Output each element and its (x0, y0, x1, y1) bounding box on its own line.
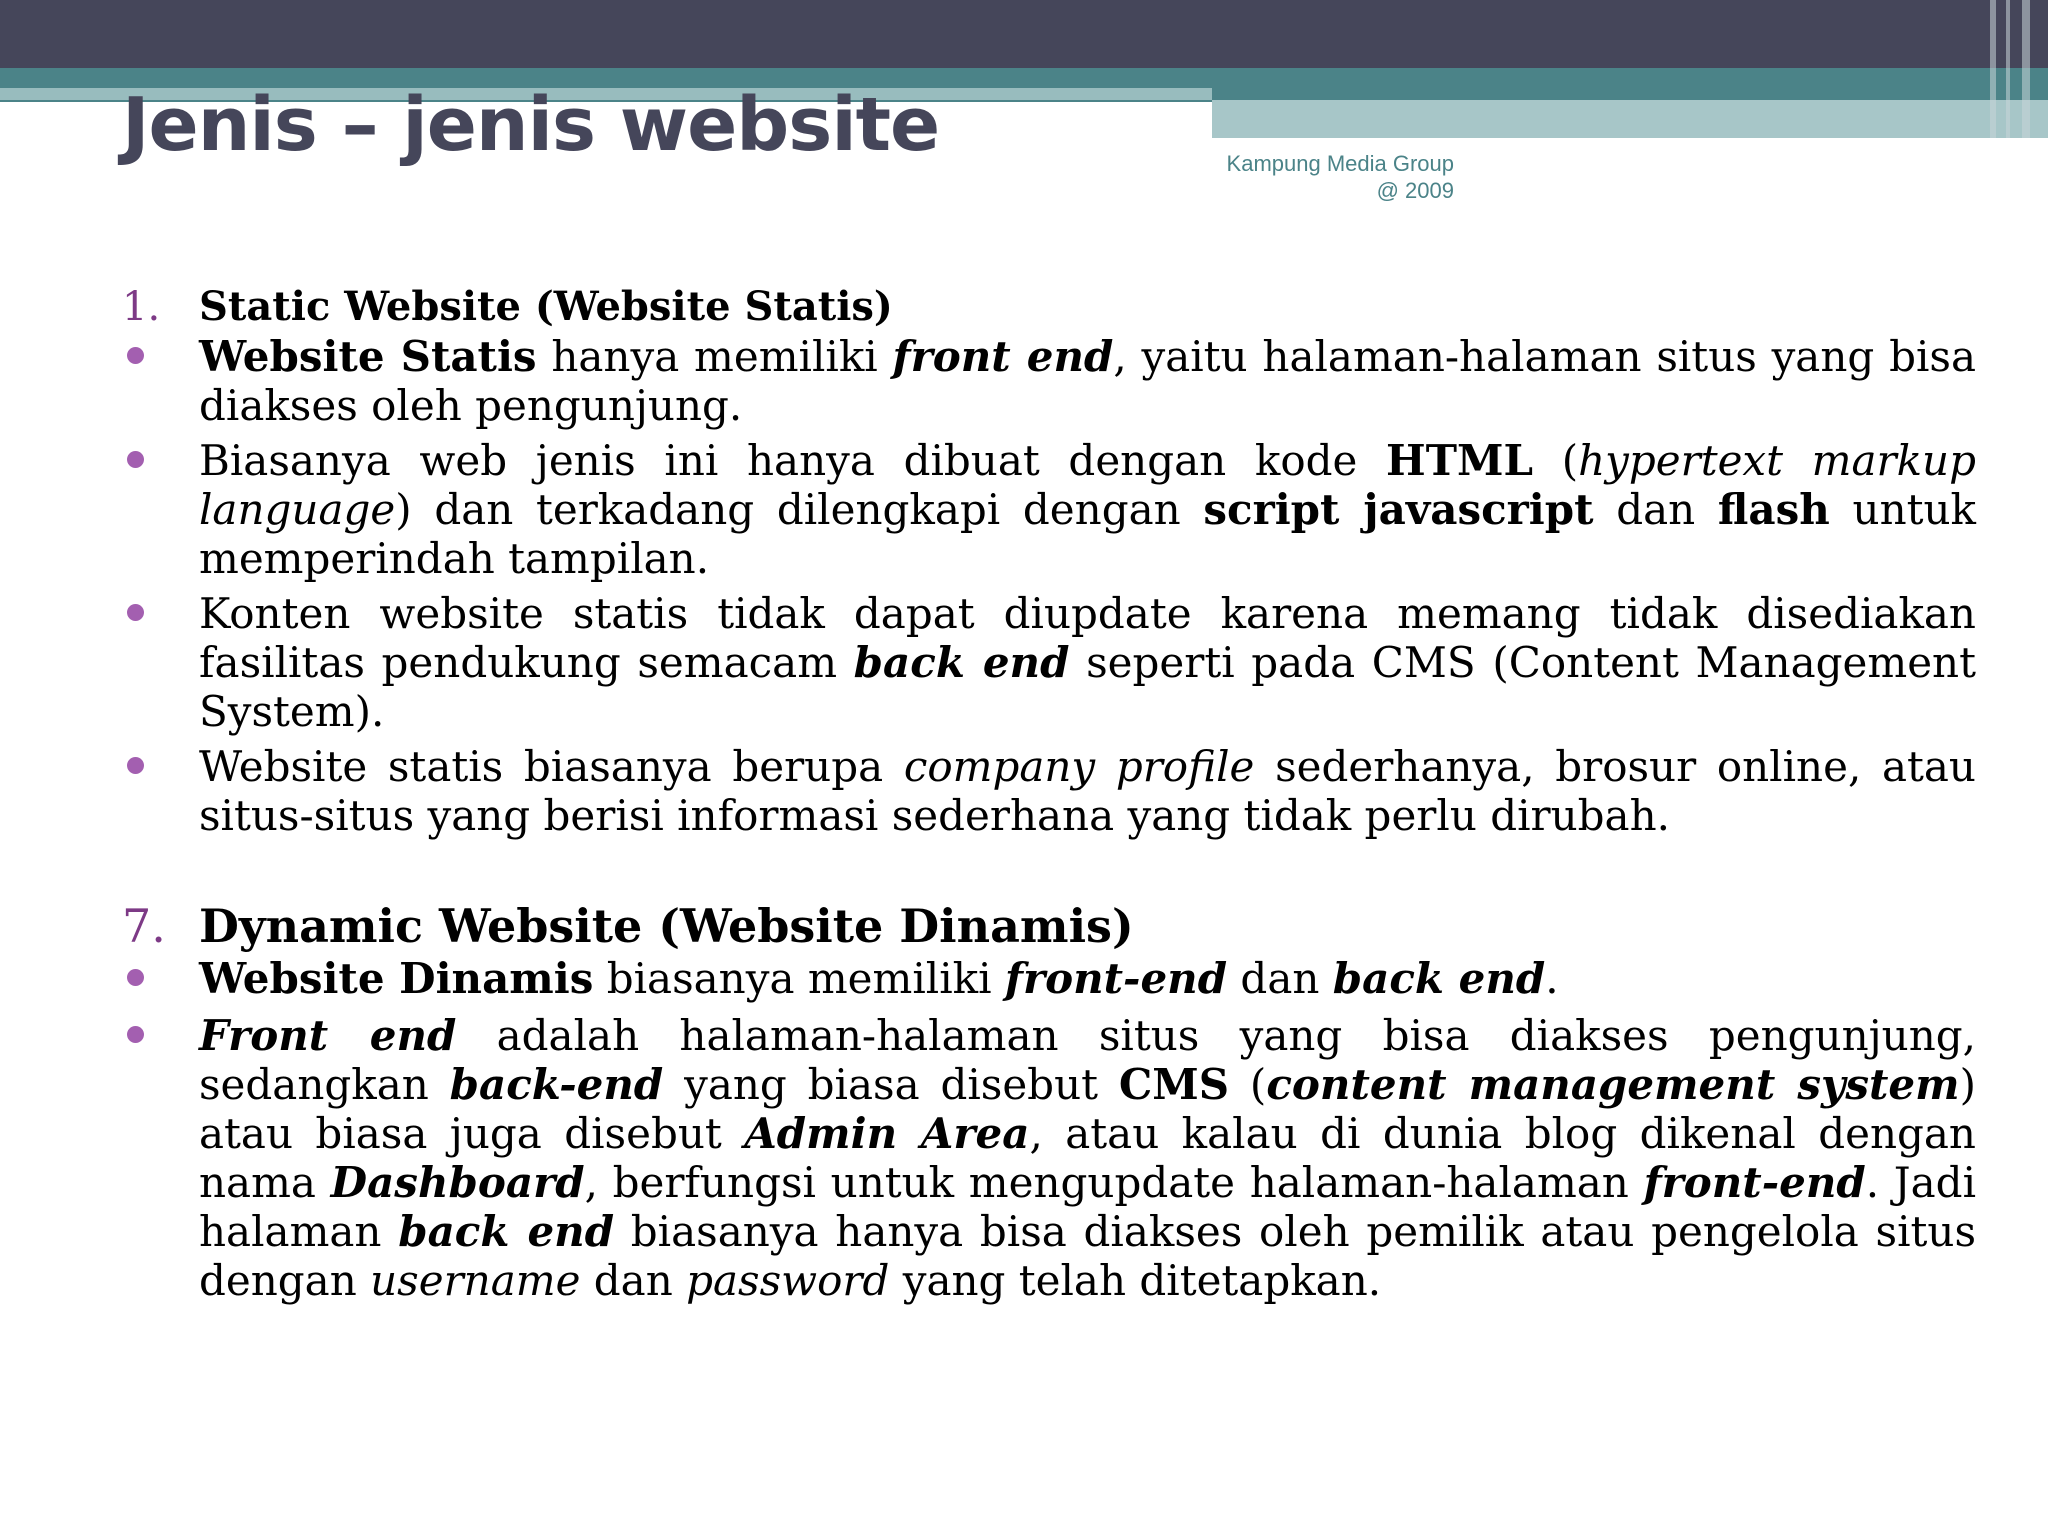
text: , yaitu halaman-halaman situs yang bisa diakses oleh pengunjung. (199, 332, 1976, 430)
text: , berfungsi untuk mengupdate halaman-halaman (584, 1158, 1644, 1207)
bold-italic-text: Dashboard (330, 1158, 585, 1207)
italic-text: hypertext markup language (199, 436, 1976, 534)
text: ( (1229, 1060, 1267, 1109)
text: untuk memperindah tampilan. (199, 485, 1976, 583)
header-band-light (1212, 100, 2048, 138)
section-number: 7. (122, 899, 166, 953)
text: ) atau biasa juga disebut (199, 1060, 1976, 1158)
text: biasanya hanya bisa diakses oleh pemilik atau pengelola situs dengan (199, 1207, 1976, 1305)
bold-italic-text: back-end (449, 1060, 664, 1109)
list-item (122, 1011, 1976, 1305)
bold-italic-text: Front end (199, 1011, 457, 1060)
credit-org: Kampung Media Group (1226, 151, 1454, 176)
text: ( (1533, 436, 1579, 485)
italic-text: company profile (903, 742, 1255, 791)
bold-italic-text: back end (853, 638, 1070, 687)
text: ) dan terkadang dilengkapi dengan (395, 485, 1204, 534)
text: hanya memiliki (536, 332, 893, 381)
bold-italic-text: content management system (1266, 1060, 1960, 1109)
decor-stripe (2006, 0, 2010, 138)
bold-text: flash (1717, 485, 1830, 534)
decor-stripe (1990, 0, 1996, 138)
slide-title: Jenis – jenis website (122, 82, 940, 168)
list-item (122, 332, 1976, 430)
bold-text: Website Statis (199, 332, 537, 381)
text: biasanya memiliki (593, 954, 1005, 1003)
text: Biasanya web jenis ini hanya dibuat dengan kode (199, 436, 1387, 485)
bold-text: Website Dinamis (199, 954, 594, 1003)
text: dan (580, 1256, 687, 1305)
italic-text: password (686, 1256, 890, 1305)
bold-italic-text: back end (1332, 954, 1546, 1003)
text: Website statis biasanya berupa (199, 742, 904, 791)
text: Konten website statis tidak dapat diupdate karena memang tidak disediakan fasilitas pendukung semacam (199, 589, 1976, 687)
text: , atau kalau di dunia blog dikenal dengan nama (199, 1109, 1976, 1207)
text: yang telah ditetapkan. (889, 1256, 1382, 1305)
slide-content (122, 282, 1976, 1305)
list-item (122, 742, 1976, 840)
text: . Jadi halaman (199, 1158, 1977, 1256)
bold-italic-text: front end (892, 332, 1114, 381)
bold-italic-text: back end (398, 1207, 615, 1256)
section-heading-static (122, 282, 1976, 332)
credit (1150, 150, 1454, 204)
text: yang biasa disebut (663, 1060, 1119, 1109)
bold-italic-text: Admin Area (744, 1109, 1030, 1158)
text: seperti pada CMS (Content Management System). (199, 638, 1976, 736)
bold-text: HTML (1386, 436, 1534, 485)
list-item (122, 436, 1976, 583)
credit-year: @ 2009 (1376, 178, 1454, 203)
section-heading-dynamic (122, 898, 1976, 954)
bold-italic-text: front-end (1004, 954, 1228, 1003)
text: dan (1227, 954, 1333, 1003)
list-item (122, 954, 1976, 1003)
text: dan (1593, 485, 1718, 534)
spacer (122, 840, 1976, 898)
header-bar (0, 0, 2048, 68)
list-item (122, 589, 1976, 736)
section-heading-text: Static Website (Website Statis) (199, 283, 893, 330)
italic-text: username (370, 1256, 581, 1305)
bold-text: CMS (1118, 1060, 1230, 1109)
bold-text: script javascript (1203, 485, 1594, 534)
text: . (1545, 954, 1559, 1003)
section-number: 1. (122, 284, 161, 330)
text: adalah halaman-halaman situs yang bisa diakses pengunjung, sedangkan (199, 1011, 1976, 1109)
bold-italic-text: front-end (1643, 1158, 1866, 1207)
text: sederhanya, brosur online, atau situs-situs yang berisi informasi sederhana yang tidak perlu dirubah. (199, 742, 1976, 840)
section-heading-text: Dynamic Website (Website Dinamis) (199, 899, 1134, 953)
decor-stripe (2022, 0, 2030, 138)
